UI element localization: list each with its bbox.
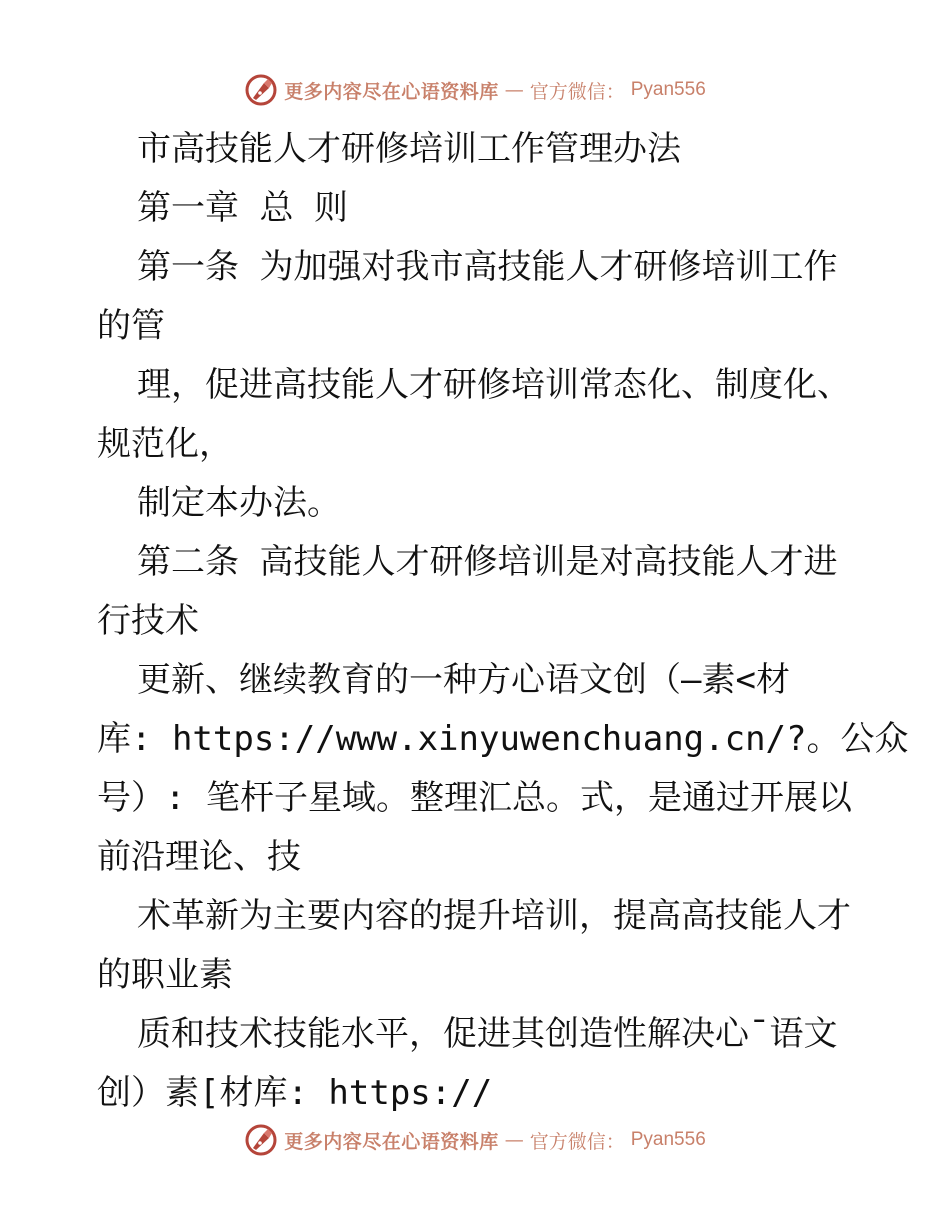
- text-line: 术革新为主要内容的提升培训，提高高技能人才: [137, 896, 851, 936]
- banner-separator: —: [504, 1129, 524, 1151]
- document-body: [97, 120, 909, 1123]
- banner-separator: —: [504, 79, 524, 101]
- text-line: 号）: 笔杆子星域。整理汇总。式，是通过开展以: [97, 778, 852, 818]
- text-line: 的管: [97, 306, 165, 346]
- pen-nib-icon: [244, 73, 278, 107]
- text-line: 质和技术技能水平，促进其创造性解决心¯语文: [137, 1014, 838, 1054]
- doc-title: 市高技能人才研修培训工作管理办法: [137, 129, 681, 169]
- text-line: 制定本办法。: [137, 483, 341, 523]
- banner-wechat-id: Pyan556: [630, 1129, 706, 1150]
- banner-wechat-label: 官方微信：: [529, 1130, 625, 1153]
- text-line: 行技术: [97, 601, 199, 641]
- chapter-heading: 第一章 总 则: [137, 188, 348, 228]
- text-line: 创）素[材库: https://: [97, 1073, 493, 1113]
- text-line: 库: https://www.xinyuwenchuang.cn/?。公众: [97, 719, 909, 759]
- banner-text: 更多内容尽在心语资料库: [284, 1130, 499, 1153]
- text-line: 的职业素: [97, 955, 233, 995]
- banner-wechat-id: Pyan556: [630, 79, 706, 100]
- banner-text: 更多内容尽在心语资料库: [284, 80, 499, 103]
- header-banner: [0, 70, 950, 110]
- banner-wechat-label: 官方微信：: [529, 80, 625, 103]
- footer-banner: [0, 1120, 950, 1160]
- pen-nib-icon: [244, 1123, 278, 1157]
- text-line: 规范化，: [97, 424, 233, 464]
- text-line: 前沿理论、技: [97, 837, 301, 877]
- text-line: 第一条 为加强对我市高技能人才研修培训工作: [137, 247, 838, 287]
- text-line: 第二条 高技能人才研修培训是对高技能人才进: [137, 542, 838, 582]
- text-line: 更新、继续教育的一种方心语文创（—素<材: [137, 660, 790, 700]
- text-line: 理，促进高技能人才研修培训常态化、制度化、: [137, 365, 851, 405]
